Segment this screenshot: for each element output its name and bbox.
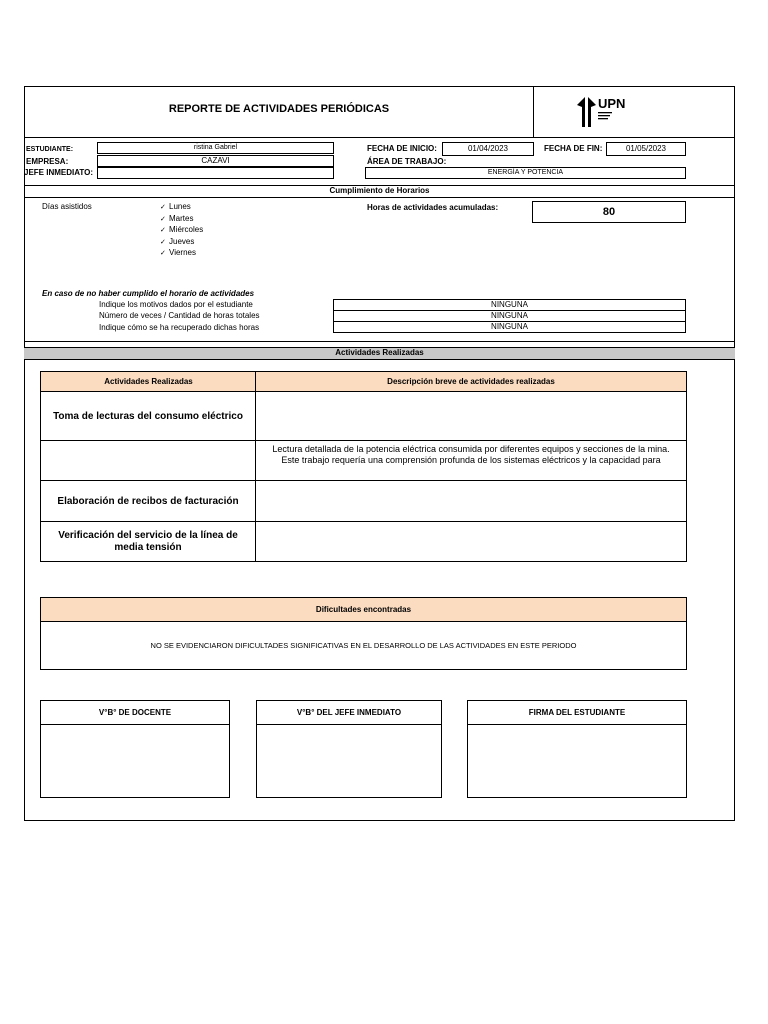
veces-label: Número de veces / Cantidad de horas totales bbox=[99, 311, 260, 320]
dificultades-text: NO SE EVIDENCIARON DIFICULTADES SIGNIFICATIVAS EN EL DESARROLLO DE LAS ACTIVIDADES EN ESTE PERIODO bbox=[150, 641, 577, 650]
recuperado-label: Indique cómo se ha recuperado dichas horas bbox=[99, 323, 260, 332]
jefe-field[interactable] bbox=[97, 167, 334, 179]
table-row: Toma de lecturas del consumo eléctrico bbox=[53, 410, 243, 422]
dia-item: ✓ Martes bbox=[160, 213, 194, 223]
actividades-title-line bbox=[24, 359, 735, 360]
fecha-inicio-label: FECHA DE INICIO: bbox=[367, 144, 437, 153]
dia-item: ✓ Lunes bbox=[160, 202, 191, 211]
firma-estudiante-box[interactable] bbox=[467, 700, 687, 798]
upn-logo bbox=[576, 95, 638, 129]
upn-logo-text: UPN bbox=[598, 96, 626, 111]
upn-logo-icon bbox=[576, 95, 638, 129]
dia-item: ✓ Miércoles bbox=[160, 225, 204, 234]
actividades-table bbox=[40, 371, 687, 562]
table-row: Elaboración de recibos de facturación bbox=[57, 495, 239, 507]
firma-docente-box[interactable] bbox=[40, 700, 230, 798]
dias-list bbox=[160, 202, 203, 260]
jefe-label: JEFE INMEDIATO: bbox=[24, 168, 94, 177]
cumplimiento-title-line bbox=[24, 197, 735, 198]
firma-docente-label: V°B° DE DOCENTE bbox=[41, 701, 229, 725]
fecha-fin-field[interactable]: 01/05/2023 bbox=[606, 142, 686, 156]
dia-item: ✓ Jueves bbox=[160, 236, 195, 246]
estudiante-field[interactable]: ristina Gabriel bbox=[97, 142, 334, 154]
horas-label: Horas de actividades acumuladas: bbox=[367, 203, 499, 212]
cumplimiento-section-title: Cumplimiento de Horarios bbox=[329, 186, 430, 195]
col-header-descripcion: Descripción breve de actividades realizadas bbox=[256, 372, 686, 392]
table-row: Verificación del servicio de la línea de media tensión bbox=[58, 529, 238, 553]
horas-field[interactable]: 80 bbox=[532, 201, 686, 223]
table-row bbox=[41, 441, 255, 481]
table-row-desc bbox=[256, 392, 686, 441]
check-icon: ✓ bbox=[160, 215, 166, 223]
estudiante-label: ESTUDIANTE: bbox=[26, 146, 74, 153]
firma-jefe-box[interactable] bbox=[256, 700, 442, 798]
table-row-desc bbox=[256, 481, 686, 522]
empresa-label: EMPRESA: bbox=[26, 157, 69, 166]
check-icon: ✓ bbox=[160, 250, 166, 257]
header-divider bbox=[533, 86, 534, 137]
recuperado-field[interactable]: NINGUNA bbox=[333, 321, 686, 333]
dias-label: Días asistidos bbox=[42, 202, 92, 211]
dia-item: ✓ Viernes bbox=[160, 248, 196, 257]
col-header-actividad: Actividades Realizadas bbox=[41, 372, 256, 392]
firma-estudiante-label: FIRMA DEL ESTUDIANTE bbox=[468, 701, 686, 725]
fecha-inicio-field[interactable]: 01/04/2023 bbox=[442, 142, 534, 156]
area-label: ÁREA DE TRABAJO: bbox=[367, 157, 447, 166]
dificultades-box bbox=[40, 597, 687, 670]
motivos-field[interactable]: NINGUNA bbox=[333, 299, 686, 311]
check-icon: ✓ bbox=[160, 227, 166, 234]
motivos-label: Indique los motivos dados por el estudiante bbox=[99, 300, 253, 309]
empresa-field[interactable]: CAZAVI bbox=[97, 155, 334, 167]
check-icon: ✓ bbox=[160, 238, 166, 246]
fecha-fin-label: FECHA DE FIN: bbox=[544, 144, 603, 153]
header-bottom-line bbox=[24, 137, 735, 138]
check-icon: ✓ bbox=[160, 204, 166, 211]
incumplimiento-title: En caso de no haber cumplido el horario de actividades bbox=[42, 289, 255, 298]
firma-jefe-label: V°B° DEL JEFE INMEDIATO bbox=[257, 701, 441, 725]
dificultades-title: Dificultades encontradas bbox=[41, 598, 686, 622]
table-row-desc bbox=[256, 522, 686, 561]
horarios-bottom-line bbox=[24, 341, 735, 342]
area-field[interactable]: ENERGÍA Y POTENCIA bbox=[365, 167, 686, 179]
actividades-section-title: Actividades Realizadas bbox=[24, 348, 735, 359]
table-row-desc: Lectura detallada de la potencia eléctrica consumida por diferentes equipos y secciones de la mina. Este trabajo requería una comprensión profunda de los sistemas eléctricos y la capacidad para bbox=[272, 444, 670, 465]
report-title: REPORTE DE ACTIVIDADES PERIÓDICAS bbox=[168, 103, 390, 115]
veces-field[interactable]: NINGUNA bbox=[333, 310, 686, 322]
